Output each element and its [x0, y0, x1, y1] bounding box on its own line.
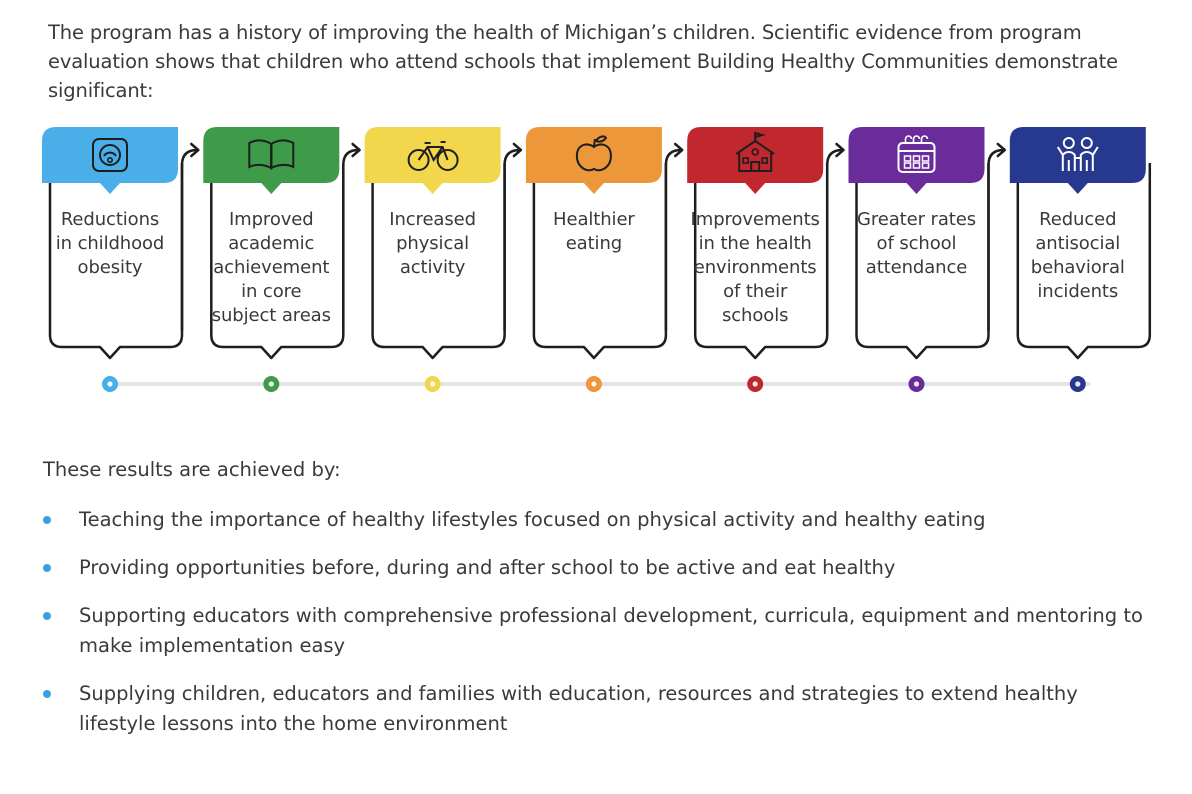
step-header-tab: [1010, 127, 1146, 194]
step-card: [505, 127, 666, 392]
list-item-text: Supplying children, educators and families with education, resources and strategies to extend healthy lifestyle lessons into the home environment: [79, 682, 1078, 735]
bullet-dot: [43, 516, 51, 524]
timeline-dot-center: [430, 381, 435, 386]
step-label: Reduced antisocial behavioral incidents: [1030, 209, 1125, 302]
results-heading: These results are achieved by:: [43, 458, 341, 481]
list-item: [43, 505, 1153, 535]
step-label: Greater rates of school attendance: [857, 209, 976, 278]
bullet-dot: [43, 564, 51, 572]
list-item-text: Teaching the importance of healthy lifestyles focused on physical activity and healthy eating: [79, 508, 986, 531]
connector-line: [505, 150, 520, 330]
step-label: Reductions in childhood obesity: [55, 209, 165, 278]
connector-line: [343, 150, 358, 330]
list-item: [43, 553, 1153, 583]
list-item-text: Supporting educators with comprehensive professional development, curricula, equipment and mentoring to make implementation easy: [79, 604, 1143, 657]
timeline-dot-center: [914, 381, 919, 386]
step-label: Increased physical activity: [389, 209, 476, 278]
step-header-tab: [42, 127, 178, 194]
step-box-outline: [534, 163, 666, 358]
timeline-dot-center: [107, 381, 112, 386]
timeline-dot-center: [591, 381, 596, 386]
connector-line: [827, 150, 842, 330]
bullet-dot: [43, 690, 51, 698]
intro-paragraph: The program has a history of improving the health of Michigan’s children. Scientific evidence from program evaluation shows that children who attend schools that implement Building Healthy Communities demonstrate significant:: [48, 21, 1118, 102]
bullet-dot: [43, 612, 51, 620]
connector-line: [666, 150, 681, 330]
list-item: [43, 679, 1153, 739]
list-item-text: Providing opportunities before, during and after school to be active and eat healthy: [79, 556, 896, 579]
list-item: [43, 601, 1153, 661]
step-header-tab: [365, 127, 501, 194]
step-label: Healthier eating: [553, 209, 635, 254]
step-header-tab: [526, 127, 662, 194]
results-list: [43, 505, 1153, 757]
timeline-dot-center: [269, 381, 274, 386]
timeline-dot-center: [1075, 381, 1080, 386]
step-label: Improved academic achievement in core subject areas: [211, 209, 331, 326]
connector-line: [989, 150, 1004, 330]
step-label: Improvements in the health environments of their schools: [690, 209, 820, 326]
connector-line: [182, 150, 197, 330]
timeline-dot-center: [753, 381, 758, 386]
